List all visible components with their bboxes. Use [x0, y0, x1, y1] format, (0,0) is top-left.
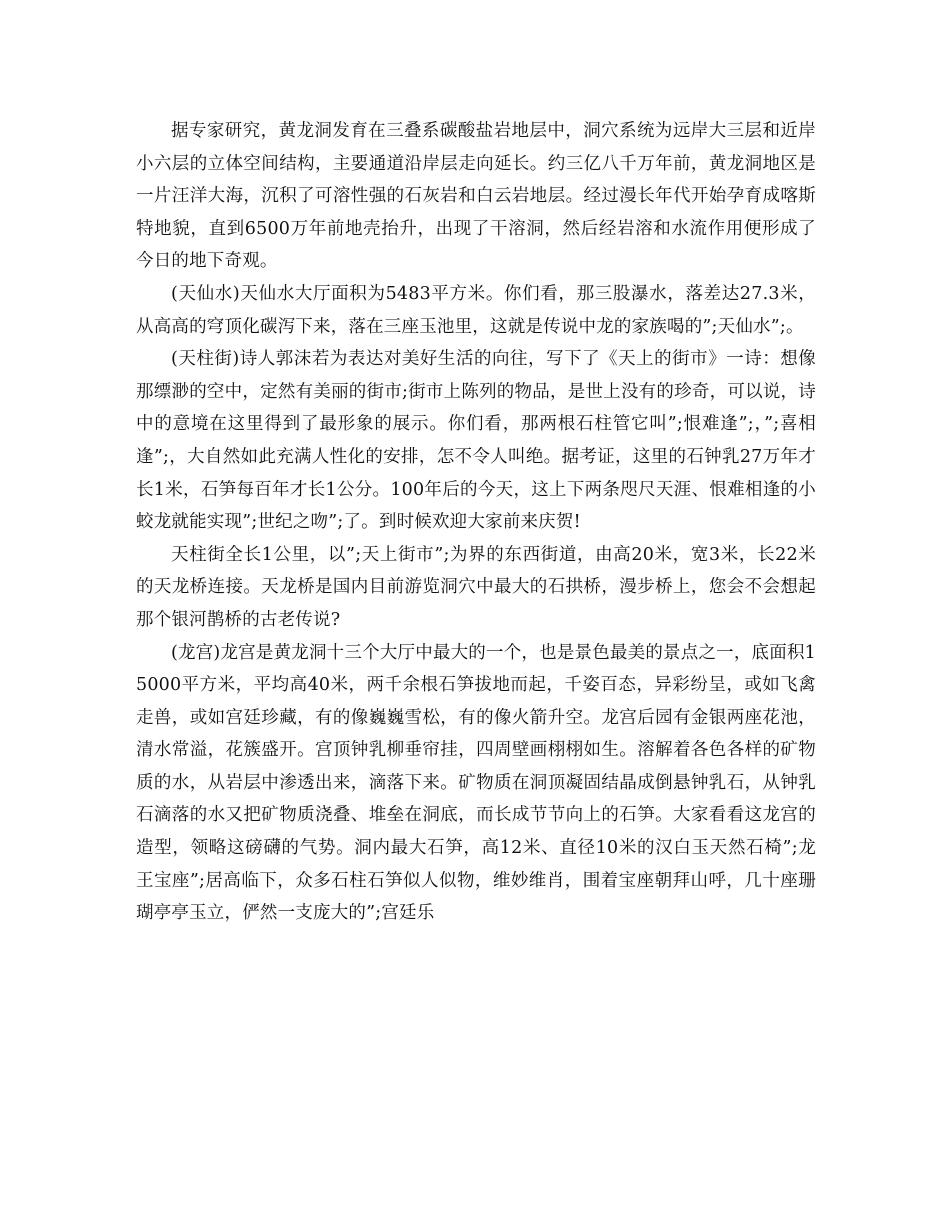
paragraph-geology: 据专家研究，黄龙洞发育在三叠系碳酸盐岩地层中，洞穴系统为远岸大三层和近岸小六层的立体空间结构，主要通道沿岸层走向延长。约三亿八千万年前，黄龙洞地区是一片汪洋大海，沉积了可溶性强的石灰岩和白云岩地层。经过漫长年代开始孕育成喀斯特地貌，直到6500万年前地壳抬升，出现了干溶洞，然后经岩溶和水流作用便形成了今日的地下奇观。 [136, 121, 816, 272]
paragraph-tianlongqiao: 天柱街全长1公里，以”;天上街市”;为界的东西街道，由高20米，宽3米，长22米的天龙桥连接。天龙桥是国内目前游览洞穴中最大的石拱桥，漫步桥上，您会不会想起那个银河鹊桥的古老传说? [136, 544, 816, 630]
paragraph-longgong: (龙宫)龙宫是黄龙洞十三个大厅中最大的一个，也是景色最美的景点之一，底面积15000平方米，平均高40米，两千余根石笋拔地而起，千姿百态，异彩纷呈，或如飞禽走兽，或如宫廷珍藏，有的像巍巍雪松，有的像火箭升空。龙宫后园有金银两座花池，清水常溢，花簇盛开。宫顶钟乳柳垂帘挂，四周壁画栩栩如生。溶解着各色各样的矿物质的水，从岩层中渗透出来，滴落下来。矿物质在洞顶凝固结晶成倒悬钟乳石，从钟乳石滴落的水又把矿物质浇叠、堆垒在洞底，而长成节节向上的石笋。大家看看这龙宫的造型，领略这磅礴的气势。洞内最大石笋，高12米、直径10米的汉白玉天然石椅”;龙王宝座”;居高临下，众多石柱石笋似人似物，维妙维肖，围着宝座朝拜山呼，几十座珊瑚亭亭玉立，俨然一支庞大的”;宫廷乐 [136, 642, 816, 924]
paragraph-tianxianshui: (天仙水)天仙水大厅面积为5483平方米。你们看，那三股瀑水，落差达27.3米，从高高的穹顶化碳泻下来，落在三座玉池里，这就是传说中龙的家族喝的”;天仙水”;。 [136, 283, 816, 337]
paragraph-tianzhujie: (天柱街)诗人郭沫若为表达对美好生活的向往，写下了《天上的街市》一诗：想像那缥渺的空中，定然有美丽的街市;街市上陈列的物品，是世上没有的珍奇，可以说，诗中的意境在这里得到了最形象的展示。你们看，那两根石柱管它叫”;恨难逢”;，”;喜相逢”;，大自然如此充满人性化的安排，怎不令人叫绝。据考证，这里的石钟乳27万年才长1米，石笋每百年才长1公分。100年后的今天，这上下两条咫尺天涯、恨难相逢的小蛟龙就能实现”;世纪之吻”;了。到时候欢迎大家前来庆贺! [136, 349, 816, 533]
document-body [136, 115, 816, 930]
